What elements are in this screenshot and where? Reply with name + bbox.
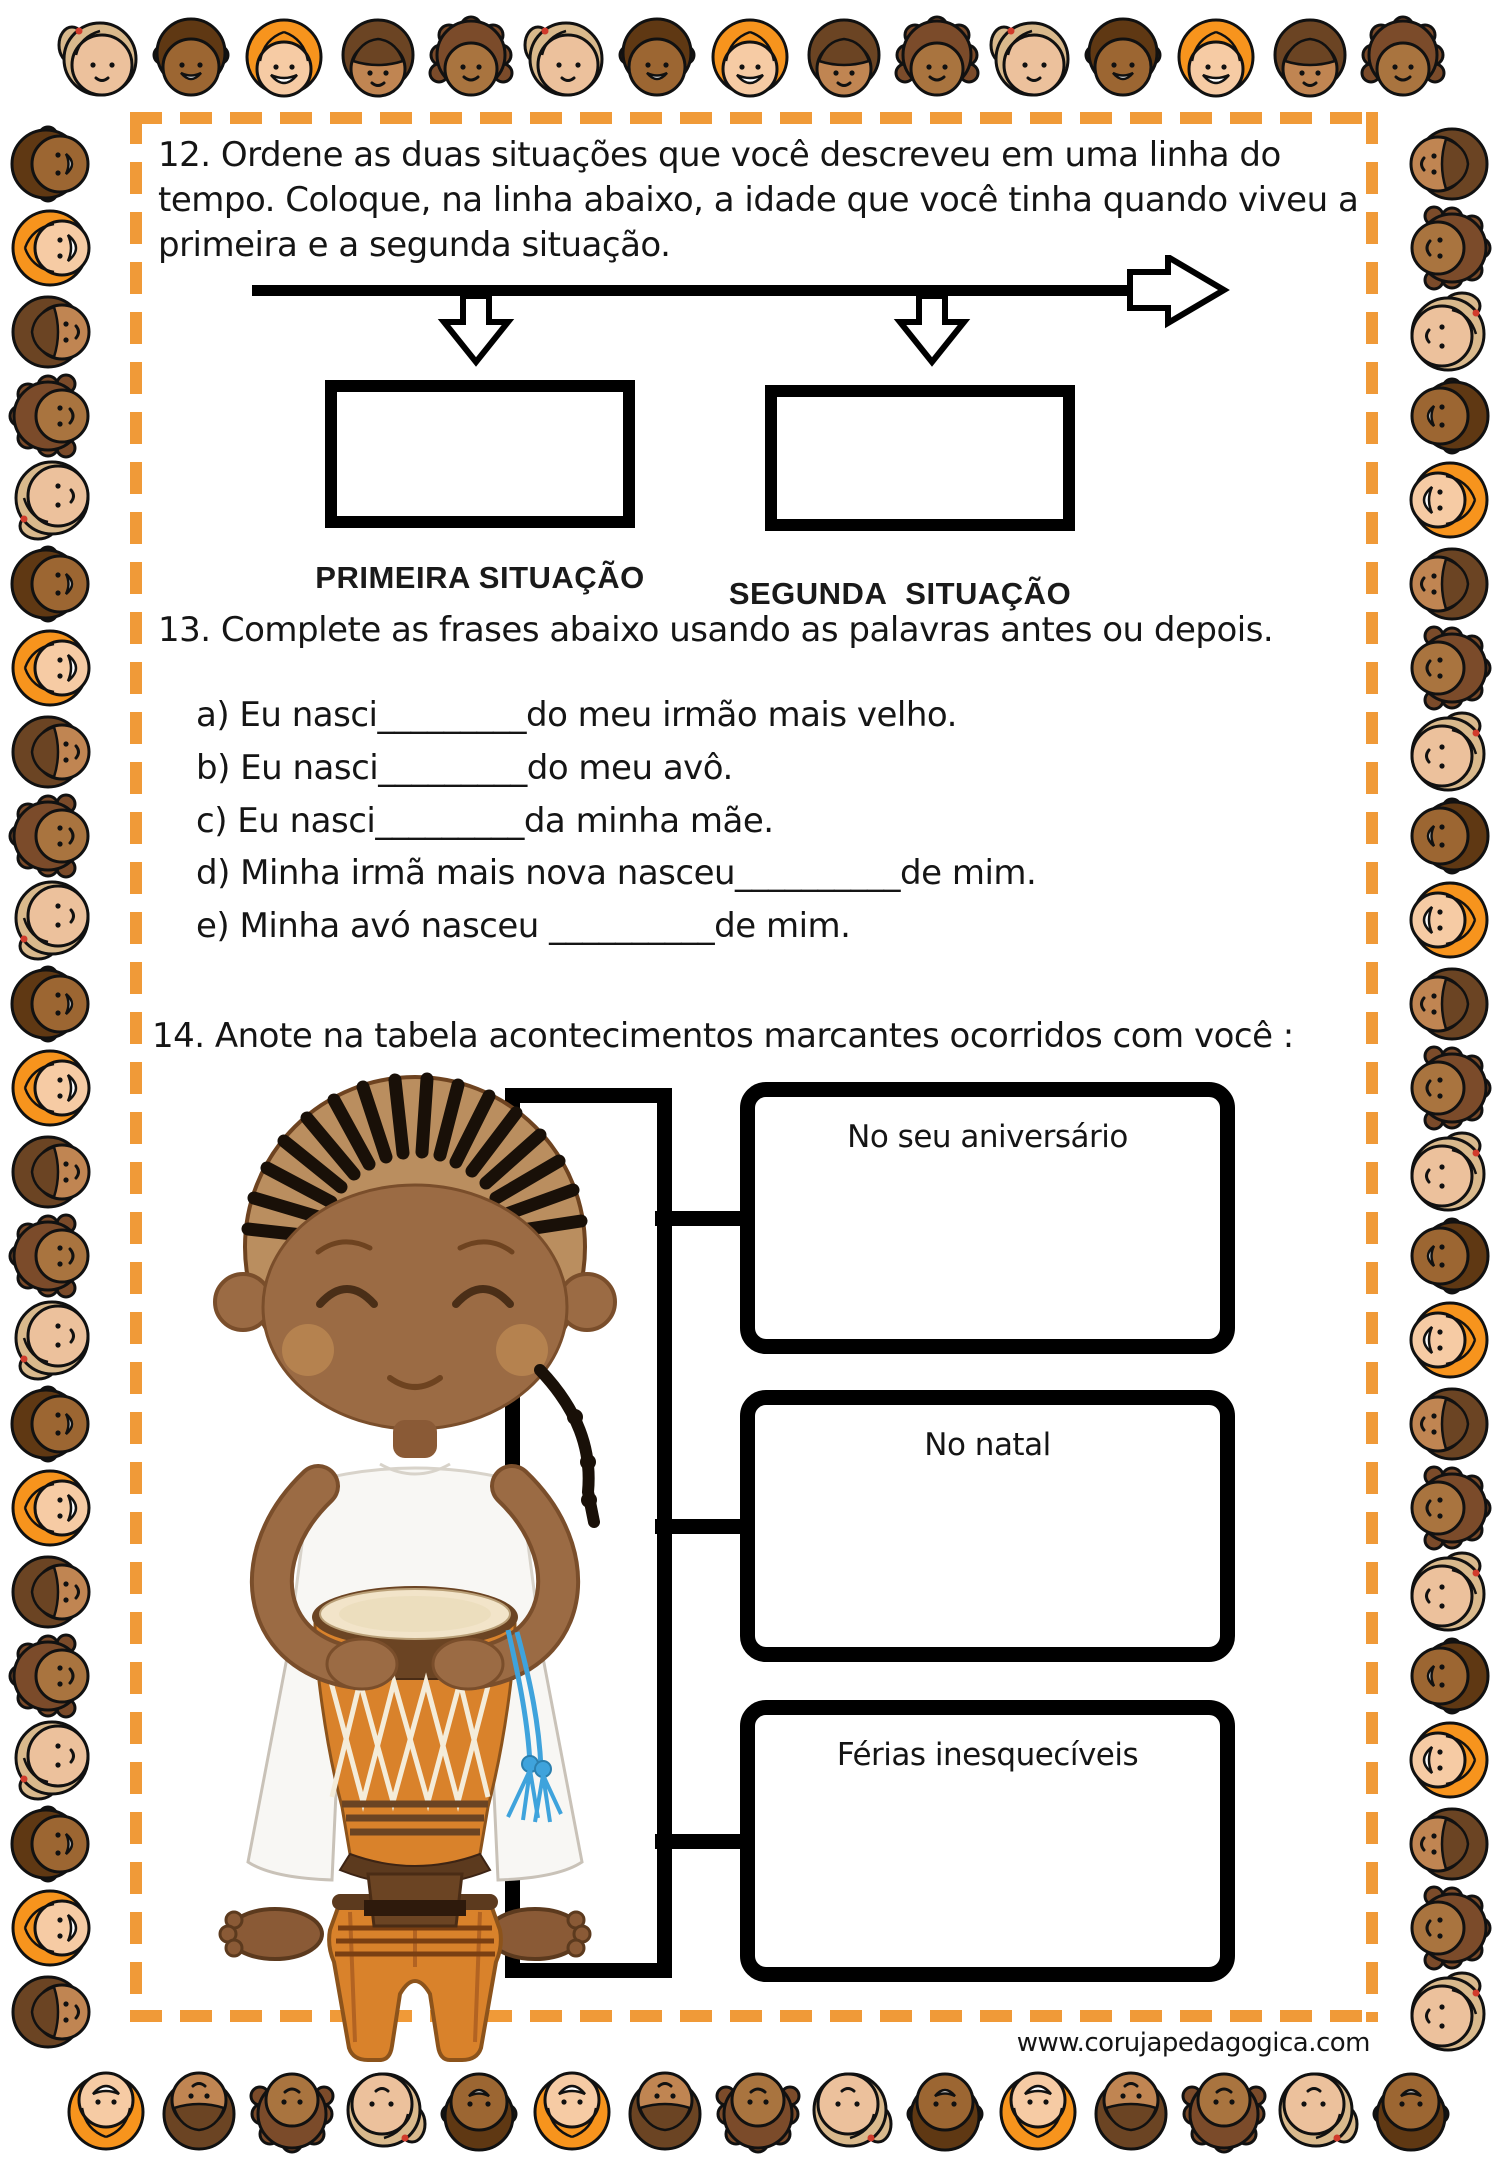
kid-face-icon xyxy=(1404,538,1492,630)
kid-face-icon xyxy=(8,1630,96,1722)
event-box-birthday-label: No seu aniversário xyxy=(847,1119,1128,1155)
kid-face-icon xyxy=(1404,1210,1492,1302)
q13-item-d: d) Minha irmã mais nova nasceu__________de mim. xyxy=(196,853,1037,893)
kid-face-icon xyxy=(8,874,96,966)
kid-face-icon xyxy=(1404,1126,1492,1218)
kid-face-icon xyxy=(1357,15,1449,103)
kid-face-icon xyxy=(798,15,890,103)
kid-face-icon xyxy=(1404,1882,1492,1974)
kid-face-icon xyxy=(526,2066,618,2154)
connector-vacation xyxy=(655,1834,750,1849)
event-box-vacation xyxy=(740,1700,1235,1982)
face xyxy=(263,1185,567,1429)
kid-face-icon xyxy=(8,1882,96,1974)
kid-face-icon xyxy=(1264,15,1356,103)
label-second-situation: SEGUNDA SITUAÇÃO xyxy=(728,576,1072,611)
event-box-christmas xyxy=(740,1390,1235,1662)
kid-face-icon xyxy=(145,15,237,103)
kid-face-icon xyxy=(8,958,96,1050)
kid-face-icon xyxy=(611,15,703,103)
kid-face-icon xyxy=(60,2066,152,2154)
kid-face-icon xyxy=(8,1126,96,1218)
kid-face-icon xyxy=(332,15,424,103)
kid-face-icon xyxy=(899,2066,991,2154)
footer-url: www.corujapedagogica.com xyxy=(1016,2028,1370,2058)
kid-face-icon xyxy=(8,1210,96,1302)
kid-face-icon xyxy=(8,706,96,798)
kid-face-icon xyxy=(8,1966,96,2058)
situation-box-second xyxy=(765,385,1075,531)
q13-item-b: b) Eu nasci_________do meu avô. xyxy=(196,748,733,788)
kid-face-icon xyxy=(1404,958,1492,1050)
kid-face-icon xyxy=(1085,2066,1177,2154)
kid-face-icon xyxy=(1365,2066,1457,2154)
drum xyxy=(312,1586,518,1926)
kid-face-icon xyxy=(8,1546,96,1638)
kid-face-icon xyxy=(1404,1966,1492,2058)
kid-face-icon xyxy=(8,1462,96,1554)
kid-face-icon xyxy=(891,15,983,103)
kid-face-icon xyxy=(1404,454,1492,546)
question-12-line-3: primeira e a segunda situação. xyxy=(158,225,671,265)
event-box-birthday xyxy=(740,1082,1235,1354)
kid-face-icon xyxy=(1170,15,1262,103)
kid-face-icon xyxy=(8,1798,96,1890)
kid-face-icon xyxy=(992,2066,1084,2154)
kid-face-icon xyxy=(238,15,330,103)
hand-left xyxy=(327,1639,397,1689)
dashed-border-top xyxy=(130,112,1378,124)
question-12-line-2: tempo. Coloque, na linha abaixo, a idade que você tinha quando viveu a xyxy=(158,180,1359,220)
kid-face-icon xyxy=(984,15,1076,103)
hand-right xyxy=(433,1639,503,1689)
kid-face-icon xyxy=(340,2066,432,2154)
kid-face-icon xyxy=(8,202,96,294)
kid-face-icon xyxy=(1404,1630,1492,1722)
kid-face-icon xyxy=(8,1042,96,1134)
kid-face-icon xyxy=(704,15,796,103)
kid-face-icon xyxy=(1404,1714,1492,1806)
kid-face-icon xyxy=(153,2066,245,2154)
kid-face-icon xyxy=(1404,202,1492,294)
kid-face-icon xyxy=(1404,370,1492,462)
kid-face-icon xyxy=(8,622,96,714)
kid-face-icon xyxy=(8,286,96,378)
kid-face-icon xyxy=(8,538,96,630)
kid-face-icon xyxy=(1077,15,1169,103)
child-drummer-illustration xyxy=(190,1062,650,2067)
down-arrow-first-icon xyxy=(444,296,508,362)
timeline-line xyxy=(252,285,1130,296)
q13-item-e: e) Minha avó nasceu __________de mim. xyxy=(196,906,851,946)
label-first-situation: PRIMEIRA SITUAÇÃO xyxy=(315,560,645,595)
kid-face-icon xyxy=(1404,1294,1492,1386)
kid-face-icon xyxy=(1404,706,1492,798)
kid-face-icon xyxy=(1272,2066,1364,2154)
kid-face-icon xyxy=(8,118,96,210)
kid-face-icon xyxy=(1404,1546,1492,1638)
kid-face-icon xyxy=(1178,2066,1270,2154)
kid-face-icon xyxy=(619,2066,711,2154)
situation-box-first xyxy=(325,380,635,528)
blush-left xyxy=(282,1324,334,1376)
q13-item-a: a) Eu nasci_________do meu irmão mais velho. xyxy=(196,695,957,735)
question-13-heading: 13. Complete as frases abaixo usando as palavras antes ou depois. xyxy=(158,610,1274,650)
kid-face-icon xyxy=(8,1378,96,1470)
neck xyxy=(393,1420,437,1458)
kid-face-icon xyxy=(8,370,96,462)
connector-christmas xyxy=(655,1519,750,1534)
kid-face-icon xyxy=(8,1294,96,1386)
kid-face-icon xyxy=(8,454,96,546)
question-12-line-1: 12. Ordene as duas situações que você descreveu em uma linha do xyxy=(158,135,1281,175)
dashed-border-right xyxy=(1366,112,1378,2022)
timeline-arrow-right-icon xyxy=(1130,257,1224,323)
kid-face-icon xyxy=(1404,622,1492,714)
kid-face-icon xyxy=(433,2066,525,2154)
kid-face-icon xyxy=(1404,874,1492,966)
kid-face-icon xyxy=(1404,286,1492,378)
connector-birthday xyxy=(655,1211,750,1226)
kid-face-icon xyxy=(1404,1042,1492,1134)
kid-face-icon xyxy=(712,2066,804,2154)
kid-face-icon xyxy=(518,15,610,103)
event-box-vacation-label: Férias inesquecíveis xyxy=(836,1737,1139,1773)
kid-face-icon xyxy=(425,15,517,103)
kid-face-icon xyxy=(8,790,96,882)
timeline-graphic xyxy=(240,255,1250,385)
kid-face-icon xyxy=(1404,790,1492,882)
q13-item-c: c) Eu nasci_________da minha mãe. xyxy=(196,801,774,841)
kid-face-icon xyxy=(1404,1798,1492,1890)
kid-face-icon xyxy=(1404,1378,1492,1470)
kid-face-icon xyxy=(1404,1462,1492,1554)
question-14-heading: 14. Anote na tabela acontecimentos marcantes ocorridos com você : xyxy=(152,1016,1294,1056)
kid-face-icon xyxy=(52,15,144,103)
kid-face-icon xyxy=(1404,118,1492,210)
event-box-christmas-label: No natal xyxy=(924,1427,1051,1463)
kid-face-icon xyxy=(806,2066,898,2154)
dashed-border-left xyxy=(130,112,142,2022)
down-arrow-second-icon xyxy=(900,296,964,362)
kid-face-icon xyxy=(8,1714,96,1806)
kid-face-icon xyxy=(246,2066,338,2154)
